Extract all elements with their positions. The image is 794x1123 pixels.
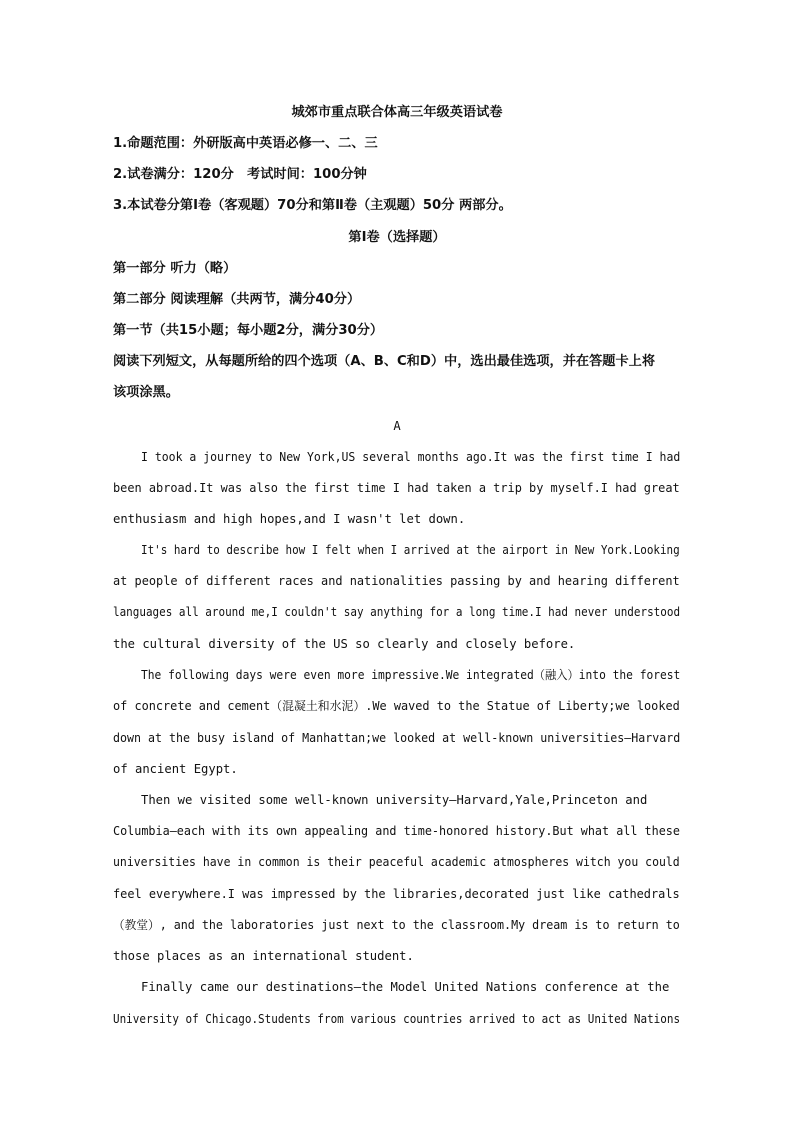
info-line-3: 3.本试卷分第Ⅰ卷（客观题）70分和第Ⅱ卷（主观题）50分 两部分。 bbox=[113, 198, 512, 213]
info-line-1: 1.命题范围：外研版高中英语必修一、二、三 bbox=[113, 136, 378, 151]
passage-line: I took a journey to New York,US several months ago.It was the first time I had bbox=[141, 450, 681, 464]
passage-line: been abroad.It was also the first time I had taken a trip by myself.I had great bbox=[113, 481, 680, 495]
part-2-heading: 第二部分 阅读理解（共两节，满分40分） bbox=[113, 292, 361, 307]
passage-line: enthusiasm and high hopes,and I wasn't let down. bbox=[113, 512, 466, 526]
passage-line: those places as an international student. bbox=[113, 949, 414, 963]
part-1-heading: 第一部分 听力（略） bbox=[113, 261, 237, 276]
instruction-line-1: 阅读下列短文，从每题所给的四个选项（A、B、C和D）中，选出最佳选项，并在答题卡上将 bbox=[113, 354, 656, 369]
passage-line: The following days were even more impressive.We integrated（融入）into the forest bbox=[141, 668, 681, 682]
exam-title: 城郊市重点联合体高三年级英语试卷 bbox=[291, 105, 503, 120]
passage-line: （教堂）, and the laboratories just next to the classroom.My dream is to return to bbox=[113, 918, 680, 932]
passage-line: down at the busy island of Manhattan;we looked at well-known universities—Harvard bbox=[113, 731, 681, 745]
passage-line: of concrete and cement（混凝土和水泥）.We waved to the Statue of Liberty;we looked bbox=[113, 699, 680, 713]
passage-line: University of Chicago.Students from various countries arrived to act as United Nations bbox=[113, 1012, 681, 1026]
passage-line: feel everywhere.I was impressed by the libraries,decorated just like cathedrals bbox=[113, 887, 680, 901]
passage-line: Columbia—each with its own appealing and time-honored history.But what all these bbox=[113, 824, 680, 838]
passage-line: universities have in common is their peaceful academic atmospheres witch you could bbox=[113, 855, 680, 869]
instruction-line-2: 该项涂黑。 bbox=[113, 385, 179, 400]
section-1-heading: 第一节（共15小题；每小题2分，满分30分） bbox=[113, 323, 384, 338]
passage-line: Finally came our destinations—the Model United Nations conference at the bbox=[141, 980, 670, 994]
passage-line: It's hard to describe how I felt when I arrived at the airport in New York.Looking bbox=[141, 543, 680, 557]
info-line-2: 2.试卷满分：120分 考试时间：100分钟 bbox=[113, 167, 367, 182]
passage-line: languages all around me,I couldn't say anything for a long time.I had never understood bbox=[113, 605, 681, 619]
passage-label: A bbox=[393, 419, 401, 433]
passage-line: of ancient Egypt. bbox=[113, 762, 238, 776]
passage-line: Then we visited some well-known university—Harvard,Yale,Princeton and bbox=[141, 793, 648, 807]
passage-line: the cultural diversity of the US so clearly and closely before. bbox=[113, 637, 576, 651]
passage-line: at people of different races and nationalities passing by and hearing different bbox=[113, 574, 680, 588]
section-title: 第Ⅰ卷（选择题） bbox=[348, 230, 446, 245]
